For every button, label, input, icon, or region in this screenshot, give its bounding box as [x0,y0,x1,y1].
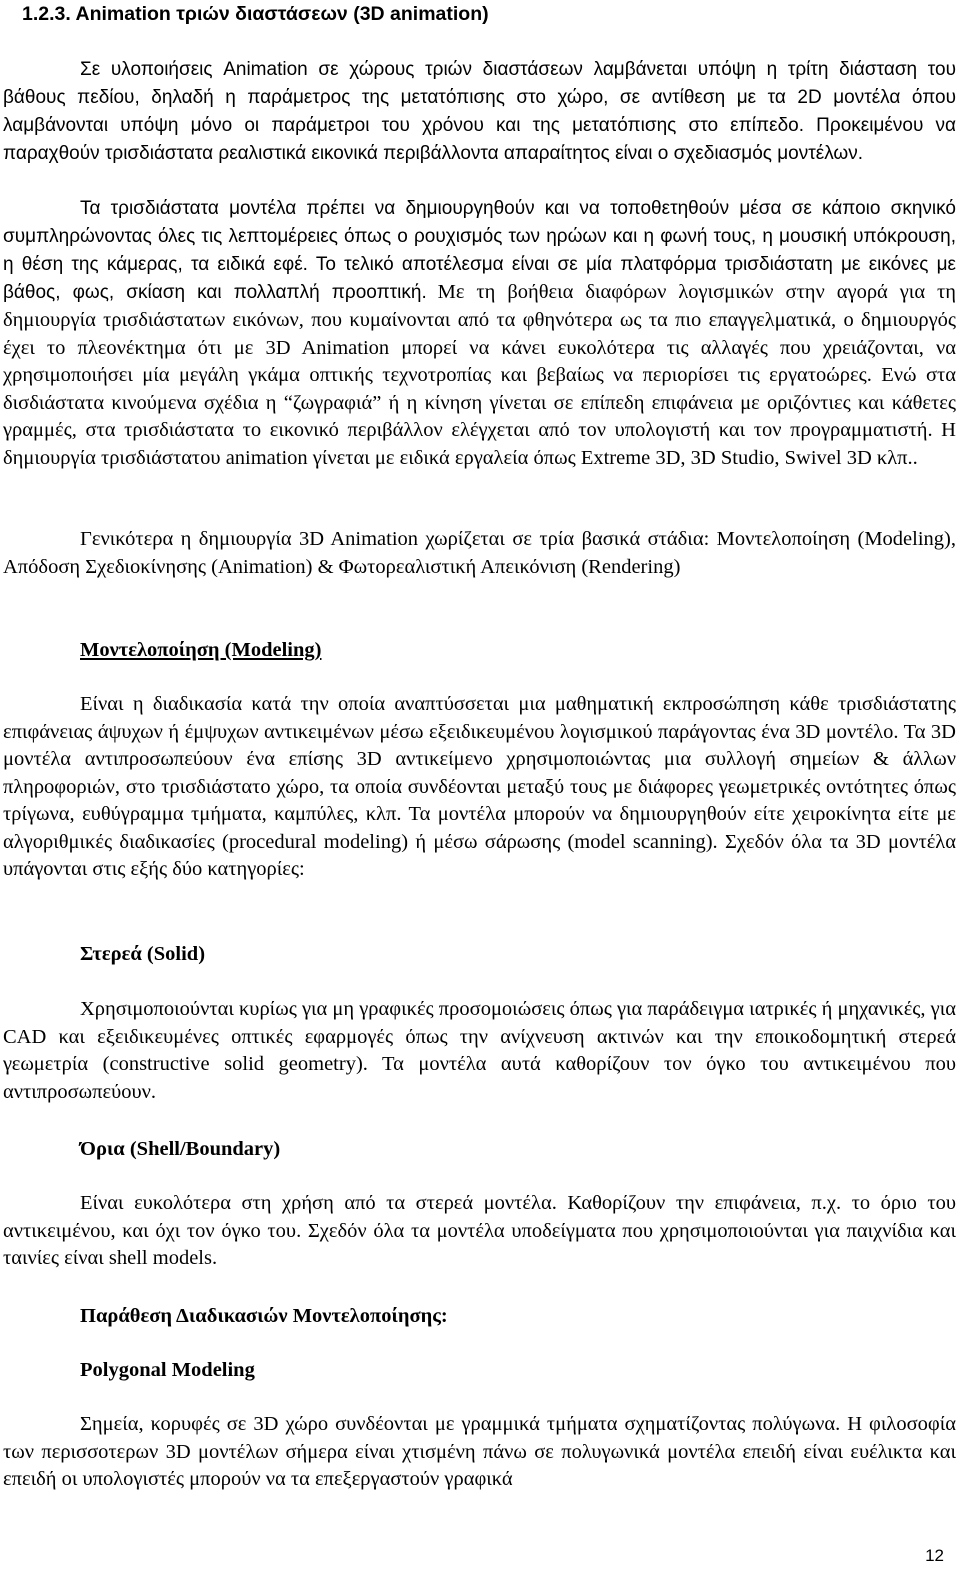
paragraph-intro: Σε υλοποιήσεις Animation σε χώρους τριών διαστάσεων λαμβάνεται υπόψη η τρίτη διάσταση του βάθους πεδίου, δηλαδή η παράμετρος της μετατόπισης στο χώρο, σε αντίθεση με τα 2D μοντέλα όπου λαμβάνονται υπόψη μόνο οι παράμετροι του χρόνου και της μετατόπισης στο επίπεδο. Προκειμένου να παραχθούν τρισδιάστατα ρεαλιστικά εικονικά περιβάλλοντα απαραίτητος είναι ο σχεδιασμός μοντέλων. [3,59,956,164]
heading-shell-boundary: Όρια (Shell/Boundary) [80,1138,281,1160]
heading-modeling-comparison: Παράθεση Διαδικασιών Μοντελοποίησης: [80,1305,448,1327]
heading-polygonal-modeling: Polygonal Modeling [80,1359,255,1381]
heading-modeling: Μοντελοποίηση (Modeling) [80,639,322,661]
paragraph-3d-models [3,195,956,472]
paragraph-3d-models-sans-part: Τα τρισδιάστατα μοντέλα πρέπει να δημιουργηθούν και να τοποθετηθούν μέσα σε κάποιο σκηνικό συμπληρώνοντας όλες τις λεπτομέρειες όπως ο ρουχισμός των ηρώων και η φωνή τους, η μουσική υπόκρουση, η θέση της κάμερας, τα ειδικά εφέ. Το τελικό αποτέλεσμα είναι σε μία πλατφόρμα τρισδιάστατη με εικόνες με βάθος, φως, σκίαση και πολλαπλή προοπτική. [3,198,956,303]
heading-solid: Στερεά (Solid) [80,943,206,965]
paragraph-shell: Είναι ευκολότερα στη χρήση από τα στερεά μοντέλα. Καθορίζουν την επιφάνεια, π.χ. το όριο του αντικειμένου, και όχι τον όγκο του. Σχεδόν όλα τα μοντέλα υποδείγματα που χρησιμοποιούνται για παιχνίδια και ταινίες είναι shell models. [3,1192,956,1269]
section-heading: 1.2.3. Animation τριών διαστάσεων (3D animation) [22,3,489,25]
paragraph-modeling: Είναι η διαδικασία κατά την οποία αναπτύσσεται μια μαθηματική εκπροσώπηση κάθε τρισδιάστατης επιφάνειας άψυχων ή έμψυχων αντικειμένων μέσω εξειδικευμένου λογισμικού παράγοντας ένα 3D μοντέλο. Τα 3D μοντέλα αντιπροσωπεύουν ένα επίσης 3D αντικείμενο χρησιμοποιώντας μια συλλογή σημείων & άλλων πληροφοριών, στο τρισδιάστατο χώρο, τα οποία συνδέονται μεταξύ τους με διάφορες γεωμετρικές οντότητες όπως τρίγωνα, ευθύγραμμα τμήματα, καμπύλες, κλπ. Τα μοντέλα μπορούν να δημιουργηθούν είτε χειροκίνητα είτε με αλγοριθμικές διαδικασίες (procedural modeling) ή μέσω σάρωσης (model scanning). Σχεδόν όλα τα 3D μοντέλα υπάγονται στις εξής δύο κατηγορίες: [3,693,956,880]
paragraph-solid: Χρησιμοποιούνται κυρίως για μη γραφικές προσομοιώσεις όπως για παράδειγμα ιατρικές ή μηχανικές, για CAD και εξειδικευμένες οπτικές εφαρμογές όπως την ανίχνευση ακτινών και την εποικοδομητική στερεά γεωμετρία (constructive solid geometry). Τα μοντέλα αυτά καθορίζουν τον όγκο του αντικειμένου που αντιπροσωπεύουν. [3,998,956,1103]
paragraph-stages: Γενικότερα η δημιουργία 3D Animation χωρίζεται σε τρία βασικά στάδια: Μοντελοποίηση (Modeling), Απόδοση Σχεδιοκίνησης (Animation) & Φωτορεαλιστική Απεικόνιση (Rendering) [3,528,956,578]
page-number: 12 [925,1546,944,1565]
paragraph-polygonal: Σημεία, κορυφές σε 3D χώρο συνδέονται με γραμμικά τμήματα σχηματίζοντας πολύγωνα. Η φιλοσοφία των περισσοτερων 3D μοντέλων σήμερα είναι χτισμένη πάνω σε πολυγωνικά μοντέλα επειδή είναι ευέλικτα και επειδή οι υπολογιστές μπορούν να τα επεξεργαστούν γραφικά [3,1413,956,1490]
paragraph-3d-models-serif-part: Με τη βοήθεια διαφόρων λογισμικών στην αγορά για τη δημιουργία τρισδιάστατων εικόνων, που κυμαίνονται από τα φθηνότερα ως τα πιο επαγγελματικά, ο δημιουργός έχει το πλεονέκτημα ότι με 3D Animation μπορεί να κάνει ευκολότερα τις αλλαγές που χρειάζονται, να χρησιμοποιήσει μία μεγάλη γκάμα οπτικής τεχνοτροπίας και βεβαίως να περιορίσει τις εργατοώρες. Ενώ στα δισδιάστατα κινούμενα σχέδια η “ζωγραφιά” ή η κίνηση γίνεται σε επίπεδη επιφάνεια με οριζόντιες και κάθετες γραμμές, στα τρισδιάστατα το εικονικό περιβάλλον ελέγχεται από τον υπολογιστή και τον προγραμματιστή. Η δημιουργία τρισδιάστατου animation γίνεται με ειδικά εργαλεία όπως Extreme 3D, 3D Studio, Swivel 3D κλπ.. [3,281,956,469]
